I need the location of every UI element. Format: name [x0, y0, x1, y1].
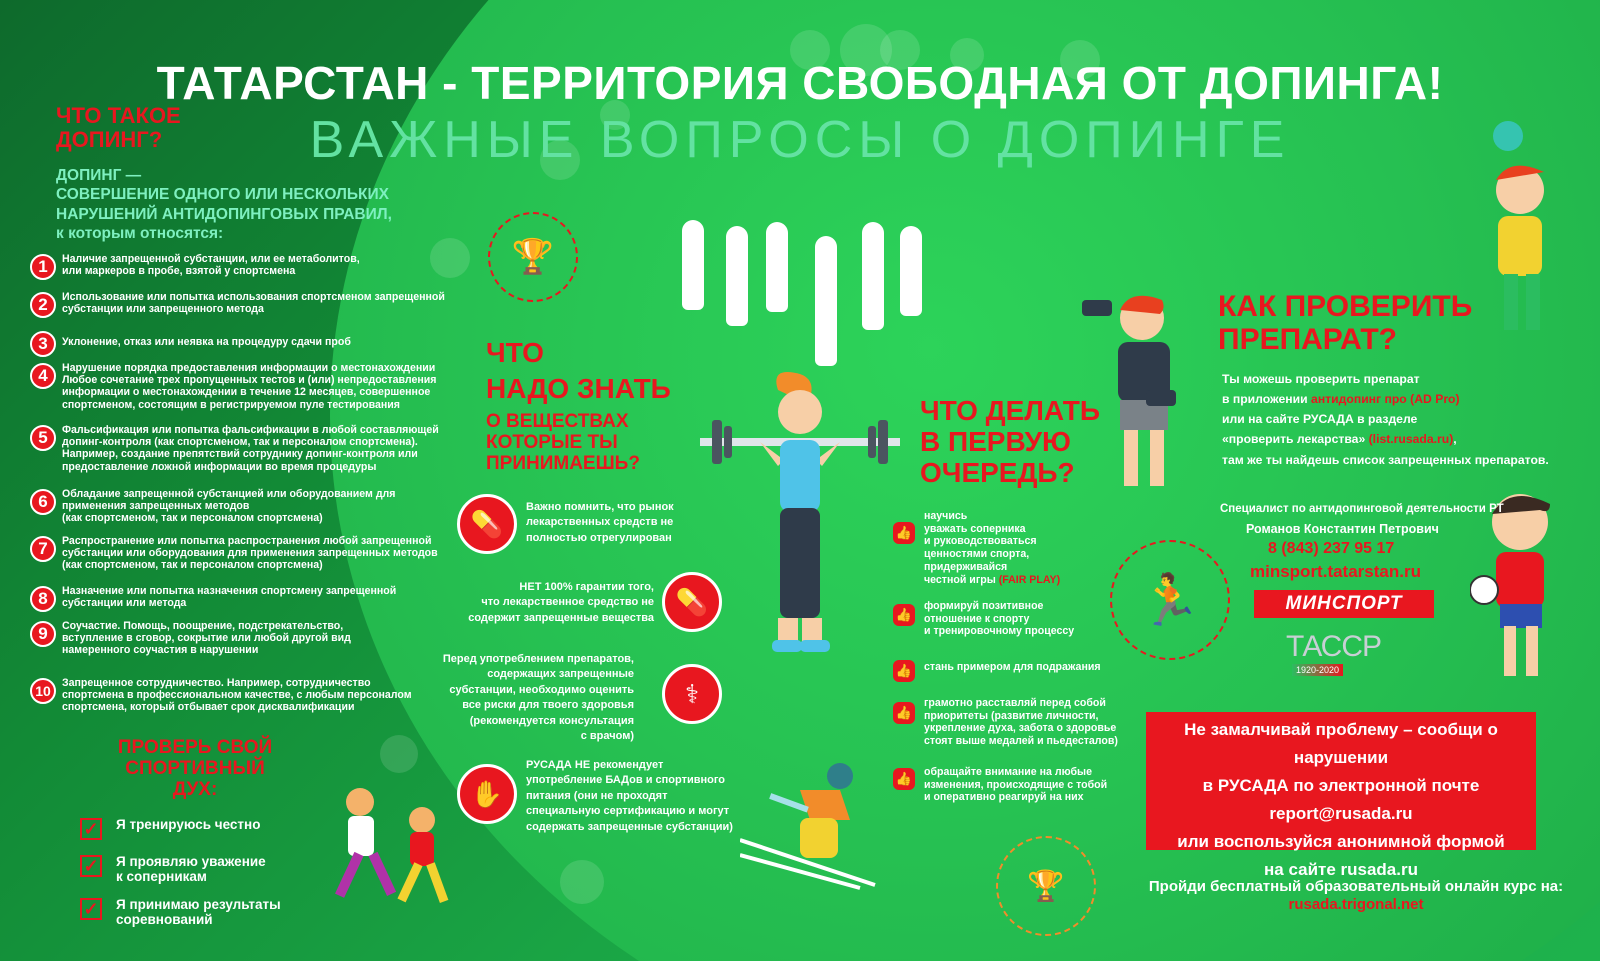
spirit-text: Я проявляю уважение к соперникам [116, 854, 266, 884]
runner-silhouette [815, 236, 837, 366]
number-badge: 4 [30, 363, 56, 389]
list-item [30, 253, 470, 280]
capsules-icon: 💊 [662, 572, 722, 632]
thumbs-up-icon: 👍 [893, 604, 915, 626]
list-item [30, 535, 470, 572]
violation-text: Соучастие. Помощь, поощрение, подстрекательство, вступление в сговор, сокрытие или любой другой вид намеренного соучастия в нарушении [62, 620, 351, 657]
list-item [30, 677, 470, 714]
runner-silhouette [862, 222, 884, 330]
number-badge: 5 [30, 425, 56, 451]
contact-phone[interactable]: 8 (843) 237 95 17 [1268, 540, 1395, 557]
check-heading: КАК ПРОВЕРИТЬ ПРЕПАРАТ? [1218, 290, 1473, 356]
fair-play-highlight: (FAIR PLAY) [998, 573, 1061, 586]
running-man-icon: 🏃 [1138, 571, 1202, 628]
report-line: или воспользуйся анонимной формой [1177, 832, 1505, 852]
violation-text: Уклонение, отказ или неявка на процедуру сдачи проб [62, 336, 351, 348]
trophy-icon: 🏆 [511, 238, 555, 276]
thumbs-up-icon: 👍 [893, 702, 915, 724]
ad-pro-app-link[interactable]: антидопинг про (AD Pro) [1311, 392, 1460, 407]
check-line-part: «проверить лекарства» [1222, 432, 1369, 447]
pills-icon: 💊 [457, 494, 517, 554]
bubble-decoration [560, 860, 604, 904]
violation-text: Назначение или попытка назначения спортсмену запрещенной субстанции или метода [62, 585, 397, 610]
doping-heading: ЧТО ТАКОЕ ДОПИНГ? [56, 103, 181, 153]
violation-text: Наличие запрещенной субстанции, или ее метаболитов, или маркеров в пробе, взятой у спортсмена [62, 253, 360, 278]
know-heading-small: О ВЕЩЕСТВАХ КОТОРЫЕ ТЫ ПРИНИМАЕШЬ? [486, 411, 640, 474]
violation-text: Запрещенное сотрудничество. Например, сотрудничество спортсмена в профессиональном качестве, с любым персоналом спортсмена, который отбывает срок дисквалификации [62, 677, 412, 714]
list-rusada-link[interactable]: (list.rusada.ru) [1368, 432, 1454, 447]
report-line: на сайте rusada.ru [1264, 860, 1418, 880]
report-box [1146, 712, 1536, 880]
tip-text: РУСАДА НЕ рекомендует употребление БАДов и спортивного питания (они не проходят специальную сертификацию и могут содержать запрещенные субстанции) [526, 759, 733, 833]
check-line-part: , [1453, 432, 1457, 447]
report-line: Не замалчивай проблему – сообщи о нарушении [1184, 720, 1498, 768]
violation-text: Обладание запрещенной субстанцией или оборудованием для применения запрещенных методов (как спортсменом, так и персоналом спортсмена) [62, 488, 396, 525]
bubble-decoration [380, 735, 418, 773]
check-line: или на сайте РУСАДА в разделе [1222, 412, 1418, 427]
tassr-years: 1920-2020 [1292, 664, 1343, 676]
thumbs-up-icon: 👍 [893, 522, 915, 544]
know-heading-line1: ЧТО [486, 337, 544, 368]
first-item-text: стань примером для подражания [924, 661, 1101, 673]
checkmark-icon: ✓ [80, 898, 102, 920]
number-badge: 6 [30, 489, 56, 515]
checkmark-icon: ✓ [80, 855, 102, 877]
check-line [1222, 429, 1549, 449]
doping-definition: ДОПИНГ — СОВЕРШЕНИЕ ОДНОГО ИЛИ НЕСКОЛЬКИХ НАРУШЕНИЙ АНТИДОПИНГОВЫХ ПРАВИЛ, к которым относятся: [56, 167, 392, 243]
page-subtitle: ВАЖНЫЕ ВОПРОСЫ О ДОПИНГЕ [309, 111, 1291, 169]
know-heading-line2: НАДО ЗНАТЬ [486, 373, 671, 404]
basketball-boy-illustration [1460, 120, 1570, 350]
check-line [1222, 389, 1549, 409]
skier-illustration [740, 760, 880, 890]
violation-text: Использование или попытка использования спортсменом запрещенной субстанции или запрещенного метода [62, 291, 445, 316]
runner-silhouette [682, 220, 704, 310]
doctor-icon: ⚕ [662, 664, 722, 724]
page-title: ТАТАРСТАН - ТЕРРИТОРИЯ СВОБОДНАЯ ОТ ДОПИНГА! [156, 57, 1444, 109]
course-text: Пройди бесплатный образовательный онлайн курс на: [1148, 878, 1564, 895]
runner-silhouette [766, 222, 788, 312]
runner-silhouette [900, 226, 922, 316]
spirit-item [80, 818, 260, 840]
number-badge: 9 [30, 621, 56, 647]
spirit-item [80, 898, 281, 928]
trophy-icon: 🏆 [1027, 869, 1065, 903]
list-item [30, 362, 470, 411]
stop-hand-icon: ✋ [457, 764, 517, 824]
thumbs-up-icon: 👍 [893, 660, 915, 682]
first-item-text [924, 510, 1060, 586]
list-item [30, 585, 470, 612]
first-item-text: грамотно расставляй перед собой приоритеты (развитие личности, укрепление духа, забота о здоровье стоят выше медалей и пьедесталов) [924, 697, 1118, 748]
check-line-part: в приложении [1222, 392, 1312, 407]
spirit-item [80, 855, 266, 885]
number-badge: 7 [30, 536, 56, 562]
check-text-block [1222, 369, 1549, 470]
minsport-logo: МИНСПОРТ [1254, 590, 1434, 618]
trophy-badge [488, 212, 578, 302]
tassr-logo: ТАССР [1286, 630, 1382, 663]
first-item-1-text: научись уважать соперника и руководствоваться ценностями спорта, придерживайся честной игры [924, 510, 1037, 586]
running-man-badge [1110, 540, 1230, 660]
list-item [30, 330, 470, 357]
dumbbell-man-illustration [1080, 290, 1190, 510]
number-badge: 1 [30, 254, 56, 280]
course-link[interactable]: rusada.trigonal.net [1288, 896, 1424, 913]
number-badge: 8 [30, 586, 56, 612]
spirit-text: Я принимаю результаты соревнований [116, 897, 281, 927]
spirit-text: Я тренируюсь честно [116, 817, 261, 832]
report-line: в РУСАДА по электронной почте report@rusada.ru [1202, 776, 1480, 824]
contact-role: Специалист по антидопинговой деятельности РТ [1220, 503, 1504, 515]
number-badge: 10 [30, 678, 56, 704]
list-item [30, 488, 470, 525]
number-badge: 2 [30, 292, 56, 318]
spirit-heading: ПРОВЕРЬ СВОЙ СПОРТИВНЫЙ ДУХ: [117, 737, 273, 800]
number-badge: 3 [30, 331, 56, 357]
weightlifter-girl-illustration [700, 370, 900, 670]
tip-text: НЕТ 100% гарантии того, что лекарственное средство не содержит запрещенные вещества [468, 581, 654, 624]
list-item [30, 620, 470, 657]
checkmark-icon: ✓ [80, 818, 102, 840]
list-item [30, 291, 470, 318]
thumbs-up-icon: 👍 [893, 768, 915, 790]
violation-text: Нарушение порядка предоставления информации о местонахождении Любое сочетание трех пропущенных тестов и (или) непредоставления информации о местонахождении в течение 12 месяцев, совершенное спортсменом, состоящим в регистрируемом пуле тестирования [62, 362, 437, 411]
violation-text: Распространение или попытка распространения любой запрещенной субстанции или оборудования для применения запрещенных методов (как спортсменом, так и персоналом спортсмена) [62, 535, 438, 572]
check-line: Ты можешь проверить препарат [1222, 372, 1420, 386]
runner-silhouette [726, 226, 748, 326]
violation-text: Фальсификация или попытка фальсификации в любой составляющей допинг-контроля (как спортсменом, так и персоналом спортсмена). Например, создание препятствий сотруднику допинг-контроля или предоставление ложной информации во время процедуры [62, 424, 439, 473]
tip-text: Важно помнить, что рынок лекарственных средств не полностью отрегулирован [526, 501, 674, 544]
contact-name: Романов Константин Петрович [1246, 522, 1439, 536]
first-item-text: обращайте внимание на любые изменения, происходящие с тобой и оперативно реагируй на них [924, 766, 1108, 804]
sports-icons-wreath [996, 836, 1096, 936]
first-item-text: формируй позитивное отношение к спорту и тренировочному процессу [924, 600, 1075, 638]
first-heading: ЧТО ДЕЛАТЬ В ПЕРВУЮ ОЧЕРЕДЬ? [920, 395, 1100, 488]
tip-text: Перед употреблением препаратов, содержащих запрещенные субстанции, необходимо оценить все риски для твоего здоровья (рекомендуется консультация с врачом) [442, 653, 634, 742]
list-item [30, 424, 470, 473]
check-line: там же ты найдешь список запрещенных препаратов. [1222, 452, 1549, 467]
running-kids-illustration [310, 780, 470, 920]
contact-site[interactable]: minsport.tatarstan.ru [1250, 562, 1421, 581]
